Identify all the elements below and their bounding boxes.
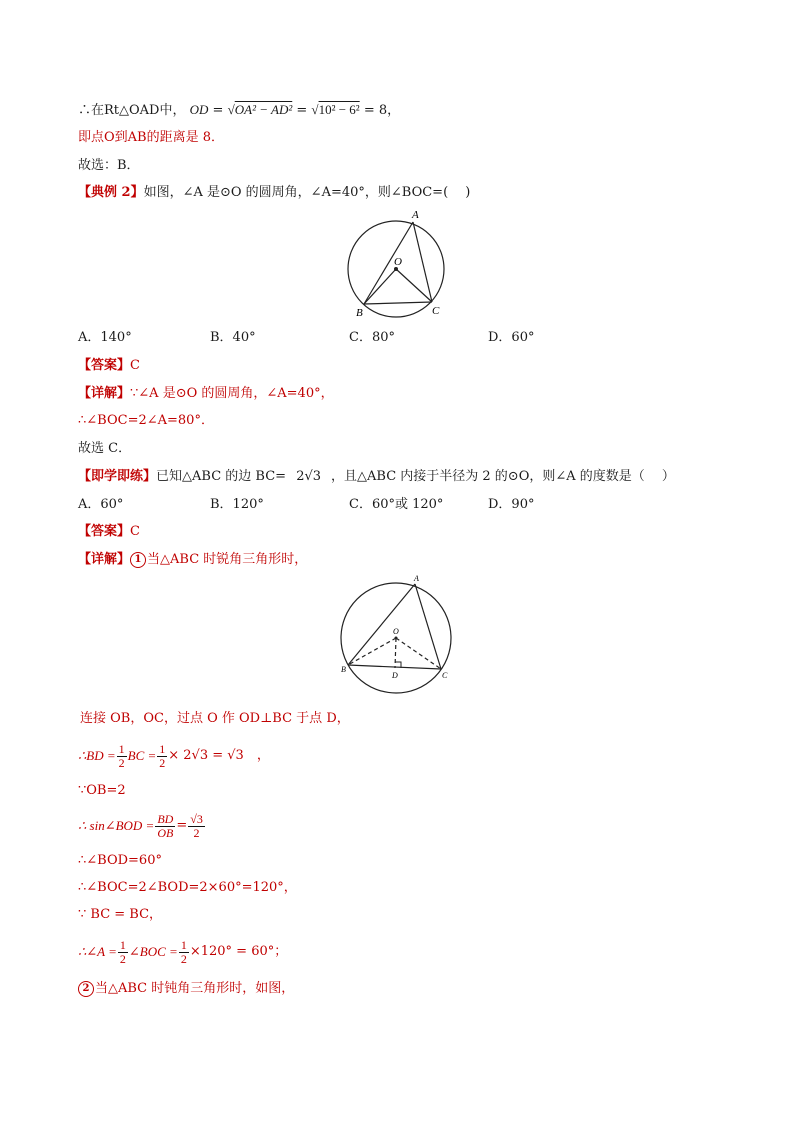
label-b: B <box>341 665 346 674</box>
detail-1-conclusion: 故选 C． <box>78 441 132 456</box>
choice-b[interactable]: B．120° <box>210 497 264 512</box>
label-o: O <box>394 256 402 268</box>
solution-step-1: 连接 OB，OC，过点 O 作 OD⊥BC 于点 D， <box>80 711 350 726</box>
circle-figure-1 <box>340 206 452 322</box>
answer-2: 【答案】C <box>78 524 140 539</box>
label-o: O <box>393 627 399 636</box>
segment-bc <box>364 302 432 304</box>
detail-2: 【详解】 1 当△ABC 时锐角三角形时， <box>78 552 308 567</box>
segment-ac <box>415 584 441 669</box>
label-a: A <box>414 574 419 583</box>
case-2-intro: 2 当△ABC 时钝角三角形时，如图， <box>78 980 294 998</box>
center-point <box>395 637 398 640</box>
solution-step-4: ∴ sin∠BOD = $\frac{BD}{OB}$ = $\frac{√3}{2}$ <box>78 811 203 840</box>
label-b: B <box>356 307 363 319</box>
answer-1: 【答案】C <box>78 358 140 373</box>
sqrt-expression-2: √10² − 6² <box>311 102 360 117</box>
fraction-half: $\frac{1}{2}$ <box>119 937 126 966</box>
detail-1-step: ∴∠BOC=2∠A=80°． <box>78 413 214 428</box>
case-number-1: 1 <box>130 552 146 568</box>
practice-question: 【即学即练】已知△ABC 的边 BC= 2√3 ，且△ABC 内接于半径为 2 的⊙O，则∠A 的度数是（ ） <box>78 469 675 484</box>
segment-ab <box>348 584 415 665</box>
circle-figure-2 <box>338 574 458 696</box>
choice-d[interactable]: D．90° <box>488 497 535 512</box>
choice-conclusion-b: 故选：B． <box>78 158 140 173</box>
practice-tag: 【即学即练】 <box>78 469 157 484</box>
choice-c[interactable]: C．80° <box>349 330 395 345</box>
label-c: C <box>432 305 440 317</box>
solution-step-8: ∴∠A = $\frac{1}{2}$ ∠BOC = $\frac{1}{2}$ ×120° = 60°； <box>78 937 288 966</box>
fraction-half: $\frac{1}{2}$ <box>180 937 187 966</box>
solution-step-5: ∴∠BOD=60° <box>78 853 162 868</box>
detail-1: 【详解】∵∠A 是⊙O 的圆周角，∠A=40°， <box>78 386 334 401</box>
case-number-2: 2 <box>78 981 94 997</box>
choice-c[interactable]: C．60°或 120° <box>349 497 444 512</box>
choice-a[interactable]: A．60° <box>78 497 124 512</box>
solution-step-2: ∴BD = $\frac{1}{2}$ BC = $\frac{1}{2}$ × 2√3 = √3 ， <box>78 741 270 770</box>
segment-ab <box>364 222 413 304</box>
label-a: A <box>412 209 419 221</box>
example-2-tag: 【典例 2】 <box>78 185 144 200</box>
label-d: D <box>392 671 398 680</box>
solution-step-7: ∵ BC = BC， <box>78 907 163 922</box>
segment-oc <box>396 269 432 302</box>
choice-d[interactable]: D．60° <box>488 330 535 345</box>
dashed-oc <box>396 638 441 669</box>
fraction-half: $\frac{1}{2}$ <box>159 741 166 770</box>
fraction-half: $\frac{1}{2}$ <box>118 741 125 770</box>
solution-step-3: ∵OB=2 <box>78 783 126 798</box>
segment-ob <box>364 269 396 304</box>
solution-step-6: ∴∠BOC=2∠BOD=2×60°=120°， <box>78 880 297 895</box>
dashed-ob <box>348 638 396 665</box>
sqrt-expression-1: √OA² − AD² <box>227 102 293 117</box>
example-2-question: 【典例 2】如图，∠A 是⊙O 的圆周角，∠A=40°，则∠BOC=( ) <box>78 185 471 200</box>
fraction-sqrt3-2: $\frac{√3}{2}$ <box>190 811 203 840</box>
distance-conclusion: 即点O到AB的距离是 8． <box>78 130 225 145</box>
label-c: C <box>442 671 448 680</box>
dashed-od <box>395 638 396 668</box>
fraction-bd-ob: $\frac{BD}{OB}$ <box>157 811 174 840</box>
od-calculation-line: ∴在Rt△OAD中， OD = √OA² − AD² = √10² − 6² = 8， <box>78 102 401 118</box>
choice-a[interactable]: A．140° <box>78 330 132 345</box>
choice-b[interactable]: B．40° <box>210 330 256 345</box>
